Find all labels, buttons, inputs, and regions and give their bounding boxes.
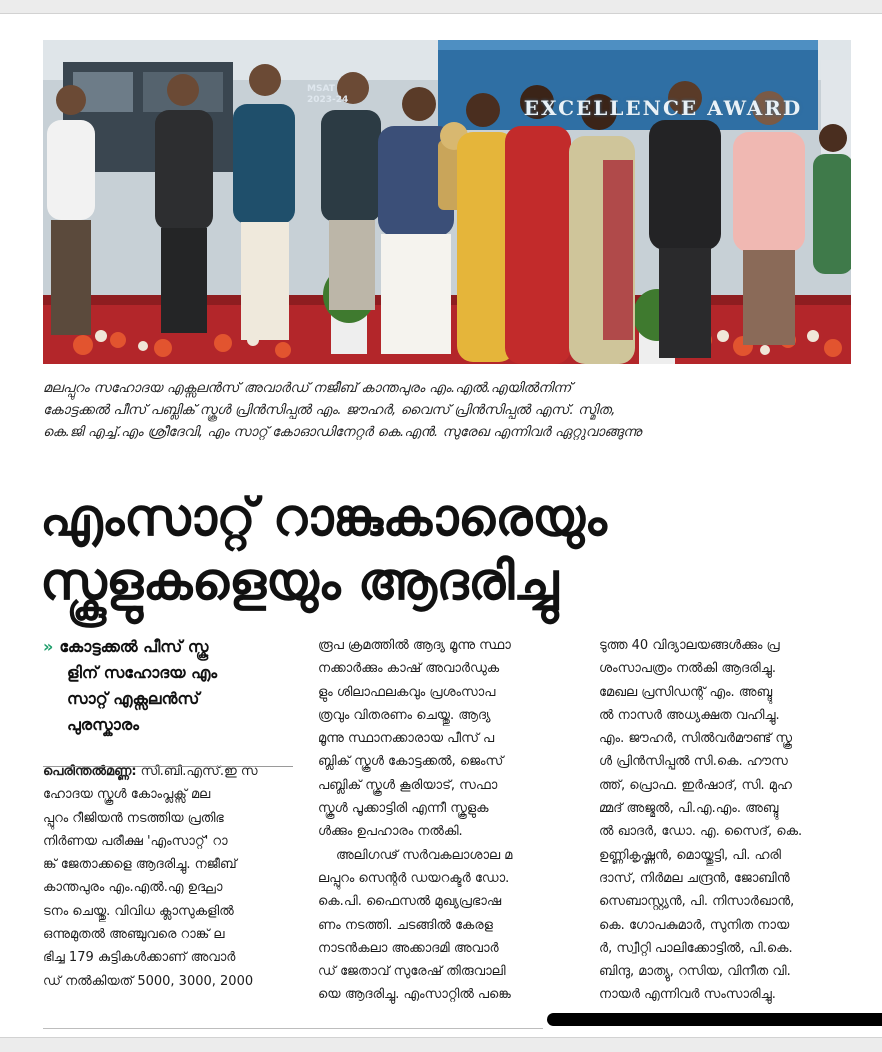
body-line: മൂന്നു സ്ഥാനക്കാരായ പീസ് പ <box>318 731 495 747</box>
sub-headline-line: കോട്ടക്കൽ പീസ് സ്കൂ <box>59 637 209 656</box>
body-line: രൂപ ക്രമത്തിൽ ആദ്യ മൂന്നു സ്ഥാ <box>318 638 511 653</box>
sub-headline-line: പുരസ്കാരം <box>67 715 139 734</box>
body-line: ൾക്കും ഉപഹാരം നൽകി. <box>318 824 463 840</box>
body-line: ളും ശിലാഫലകവും പ്രശംസാപ <box>318 684 496 700</box>
body-line: നാടൻകലാ അക്കാദമി അവാർ <box>318 940 499 956</box>
award-photo <box>43 40 851 364</box>
photo-caption <box>43 377 863 443</box>
body-line-rest: സി.ബി.എസ്.ഇ സ <box>136 764 258 779</box>
article-column-1 <box>43 634 298 993</box>
headline-line-1: എംസാറ്റ് റാങ്കുകാരെയും <box>40 488 607 548</box>
body-line: ബിന്ദു, മാത്യു, റസിയ, വിനീത വി. <box>599 964 791 980</box>
body-line: അലിഗഢ് സർവകലാശാല മ <box>336 847 513 863</box>
body-line: ടുത്ത 40 വിദ്യാലയങ്ങൾക്കും പ്ര <box>599 638 780 653</box>
body-line: ർ, സ്വീറ്റി പാലിക്കോട്ടിൽ, പി.കെ. <box>599 940 793 956</box>
chevron-icon: » <box>43 637 54 656</box>
caption-line: മലപ്പുറം സഹോദയ എക്സലൻസ് അവാർഡ് നജീബ് കാന്തപുരം എം.എൽ.എയിൽനിന്ന് <box>43 380 572 396</box>
scroll-indicator-bar[interactable] <box>547 1013 882 1026</box>
article-column-3 <box>599 634 861 1007</box>
body-line: കാന്തപുരം എം.എൽ.എ ഉദ്ഘാ <box>43 880 223 896</box>
body-line: യെ ആദരിച്ചു. എംസാറ്റിൽ പങ്കെ <box>318 987 511 1003</box>
body-line: ടനം ചെയ്തു. വിവിധ ക്ലാസുകളിൽ <box>43 903 234 919</box>
body-line: നക്കാർക്കും കാഷ് അവാർഡുക <box>318 661 500 677</box>
body-line <box>43 760 298 783</box>
sub-headline-line: ളിന് സഹോദയ എം <box>67 663 218 682</box>
body-line: പ്പുറം റീജിയൻ നടത്തിയ പ്രതിഭ <box>43 810 224 826</box>
banner-logo-text <box>307 84 348 106</box>
body-line: നായർ എന്നിവർ സംസാരിച്ചു. <box>599 987 776 1003</box>
body-line: ഹോദയ സ്കൂൾ കോംപ്ലക്സ് മല <box>43 787 211 803</box>
excellence-award-banner: EXCELLENCE AWARD <box>523 96 803 120</box>
body-line: കെ.പി. ഫൈസൽ മുഖ്യപ്രഭാഷ <box>318 894 502 910</box>
body-line: ങ്ക് ജേതാക്കളെ ആദരിച്ചു. നജീബ് <box>43 857 237 873</box>
sub-headline <box>43 634 298 738</box>
body-line: നിർണയ പരീക്ഷ 'എംസാറ്റ്' റാ <box>43 833 228 849</box>
body-line: ൽ ഖാദർ, ഡോ. എ. സൈദ്, കെ. <box>599 824 803 840</box>
body-line: ബ്ലിക് സ്കൂൾ കോട്ടക്കൽ, ജെംസ് <box>318 754 504 770</box>
body-line: ൽ നാസർ അധ്യക്ഷത വഹിച്ചു. <box>599 707 780 723</box>
body-line: ദാസ്, നിർമല ചന്ദ്രൻ, ജോബിൻ <box>599 870 790 886</box>
award-photo-illustration <box>43 40 851 364</box>
body-line: കെ. ഗോപകുമാർ, സുനിത നായ <box>599 917 790 933</box>
article-end-rule <box>43 1028 543 1029</box>
top-browser-strip <box>0 0 882 14</box>
body-line: ഉണ്ണികൃഷ്ണൻ, മൊയ്തുട്ടി, പി. ഹരി <box>599 847 781 863</box>
body-line: പബ്ലിക് സ്കൂൾ കൂരിയാട്, സഫാ <box>318 777 498 793</box>
body-line: ണം നടത്തി. ചടങ്ങിൽ കേരള <box>318 917 493 933</box>
body-line: ഒന്നുമുതൽ അഞ്ചുവരെ റാങ്ക് ല <box>43 927 225 943</box>
dateline: പെരിന്തൽമണ്ണ: <box>43 764 137 779</box>
body-line: എം. ജൗഹർ, സിൽവർമൗണ്ട് സ്കൂ <box>599 731 793 747</box>
caption-line: കോട്ടക്കൽ പീസ് പബ്ലിക് സ്കൂൾ പ്രിൻസിപ്പൽ എം. ജൗഹർ, വൈസ് പ്രിൻസിപ്പൽ എസ്. സ്മിത, <box>43 402 616 418</box>
headline-line-2: സ്കൂളുകളെയും ആദരിച്ചു <box>40 552 558 612</box>
body-line: ൾ പ്രിൻസിപ്പൽ സി.കെ. ഹൗസ <box>599 754 788 770</box>
banner-logo-line2: 2023-24 <box>307 95 349 105</box>
sub-headline-divider <box>43 766 293 767</box>
body-line: സെബാസ്റ്റ്യൻ, പി. നിസാർഖാൻ, <box>599 894 795 910</box>
bottom-browser-strip <box>0 1037 882 1052</box>
body-line: മ്മദ് അജ്മൽ, പി.എ.എം. അബ്ദു <box>599 801 779 817</box>
sub-headline-line: സാറ്റ് എക്സലൻസ് <box>67 689 200 708</box>
body-line: ഡ് ജേതാവ് സുരേഷ് തിരുവാലി <box>318 964 506 980</box>
body-line: മേഖല പ്രസിഡന്റ് എം. അബ്ദു <box>599 684 773 700</box>
body-line: സ്കൂൾ പൂക്കാട്ടിരി എന്നീ സ്കൂളുക <box>318 801 489 817</box>
body-line: ഡ് നൽകിയത് 5000, 3000, 2000 <box>43 973 254 989</box>
body-line: ലപ്പുറം സെന്റർ ഡയറക്ടർ ഡോ. <box>318 870 510 886</box>
caption-line: കെ.ജി എച്ച്.എം ശ്രീദേവി, എം സാറ്റ് കോഓഡിനേറ്റർ കെ.എൻ. സുരേഖ എന്നിവർ ഏറ്റുവാങ്ങുന്നു <box>43 424 642 440</box>
banner-logo-line1: MSAT <box>307 84 335 94</box>
body-line: ത്രവും വിതരണം ചെയ്തു. ആദ്യ <box>318 707 491 723</box>
article-headline <box>40 486 860 614</box>
body-line: ഭിച്ച 179 കുട്ടികൾക്കാണ് അവാർ <box>43 950 236 966</box>
body-line: ത്ത്, പ്രൊഫ. ഇർഷാദ്, സി. മുഹ <box>599 777 792 793</box>
article-column-2 <box>318 634 586 1007</box>
body-line: ശംസാപത്രം നൽകി ആദരിച്ചു. <box>599 661 777 677</box>
